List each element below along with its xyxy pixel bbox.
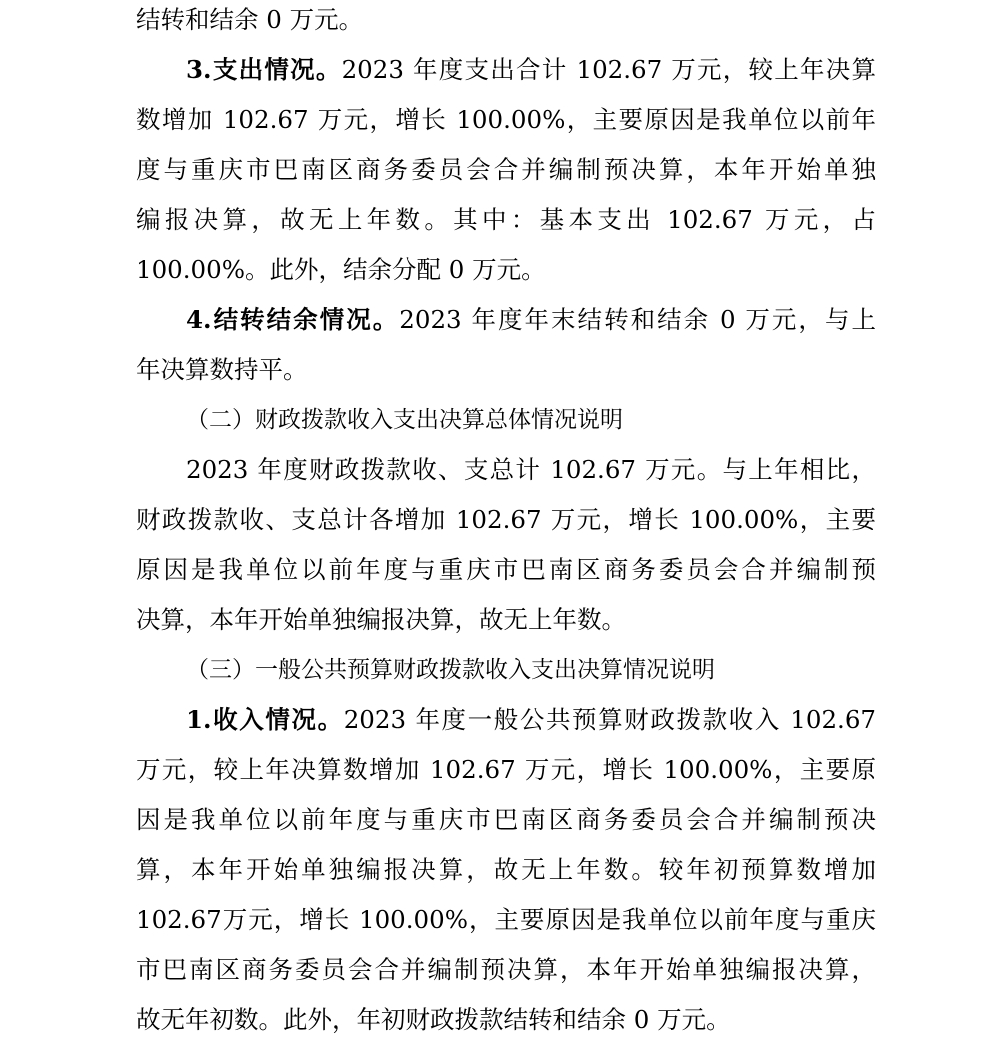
- text-line: 度与重庆市巴南区商务委员会合并编制预决算，本年开始单独: [136, 155, 876, 184]
- section-label-income: 1.收入情况。: [186, 705, 344, 734]
- section-label-expenditure: 3.支出情况。: [186, 55, 342, 84]
- section-heading-3: （三）一般公共预算财政拨款收入支出决算情况说明: [186, 657, 715, 683]
- text-line: 财政拨款收、支总计各增加 102.67 万元，增长 100.00%，主要: [136, 505, 876, 534]
- text-line: 因是我单位以前年度与重庆市巴南区商务委员会合并编制预决: [136, 805, 876, 834]
- text-line: 结转和结余 0 万元。: [136, 5, 364, 34]
- text-line: 原因是我单位以前年度与重庆市巴南区商务委员会合并编制预: [136, 555, 876, 584]
- paragraph-income-heading: 1.收入情况。2023 年度一般公共预算财政拨款收入 102.67: [186, 705, 876, 734]
- paragraph-expenditure-heading: 3.支出情况。2023 年度支出合计 102.67 万元，较上年决算: [186, 55, 876, 84]
- section-label-carryover: 4.结转结余情况。: [186, 305, 400, 334]
- text-line: 编报决算，故无上年数。其中：基本支出 102.67 万元，占: [136, 205, 876, 234]
- text-line: 数增加 102.67 万元，增长 100.00%，主要原因是我单位以前年: [136, 105, 876, 134]
- text-line: 万元，较上年决算数增加 102.67 万元，增长 100.00%，主要原: [136, 755, 876, 784]
- paragraph-carryover-heading: 4.结转结余情况。2023 年度年末结转和结余 0 万元，与上: [186, 305, 876, 334]
- text-line: 市巴南区商务委员会合并编制预决算，本年开始单独编报决算，: [136, 955, 876, 984]
- section-heading-2: （二）财政拨款收入支出决算总体情况说明: [186, 407, 623, 433]
- text-line: 102.67万元，增长 100.00%，主要原因是我单位以前年度与重庆: [136, 905, 876, 934]
- text-line: 算，本年开始单独编报决算，故无上年数。较年初预算数增加: [136, 855, 876, 884]
- text-line: 故无年初数。此外，年初财政拨款结转和结余 0 万元。: [136, 1005, 731, 1034]
- text-line: 100.00%。此外，结余分配 0 万元。: [136, 255, 546, 284]
- text-line: 年决算数持平。: [136, 355, 308, 384]
- text-line: 2023 年度财政拨款收、支总计 102.67 万元。与上年相比，: [186, 455, 876, 484]
- text-line: 决算，本年开始单独编报决算，故无上年数。: [136, 605, 626, 634]
